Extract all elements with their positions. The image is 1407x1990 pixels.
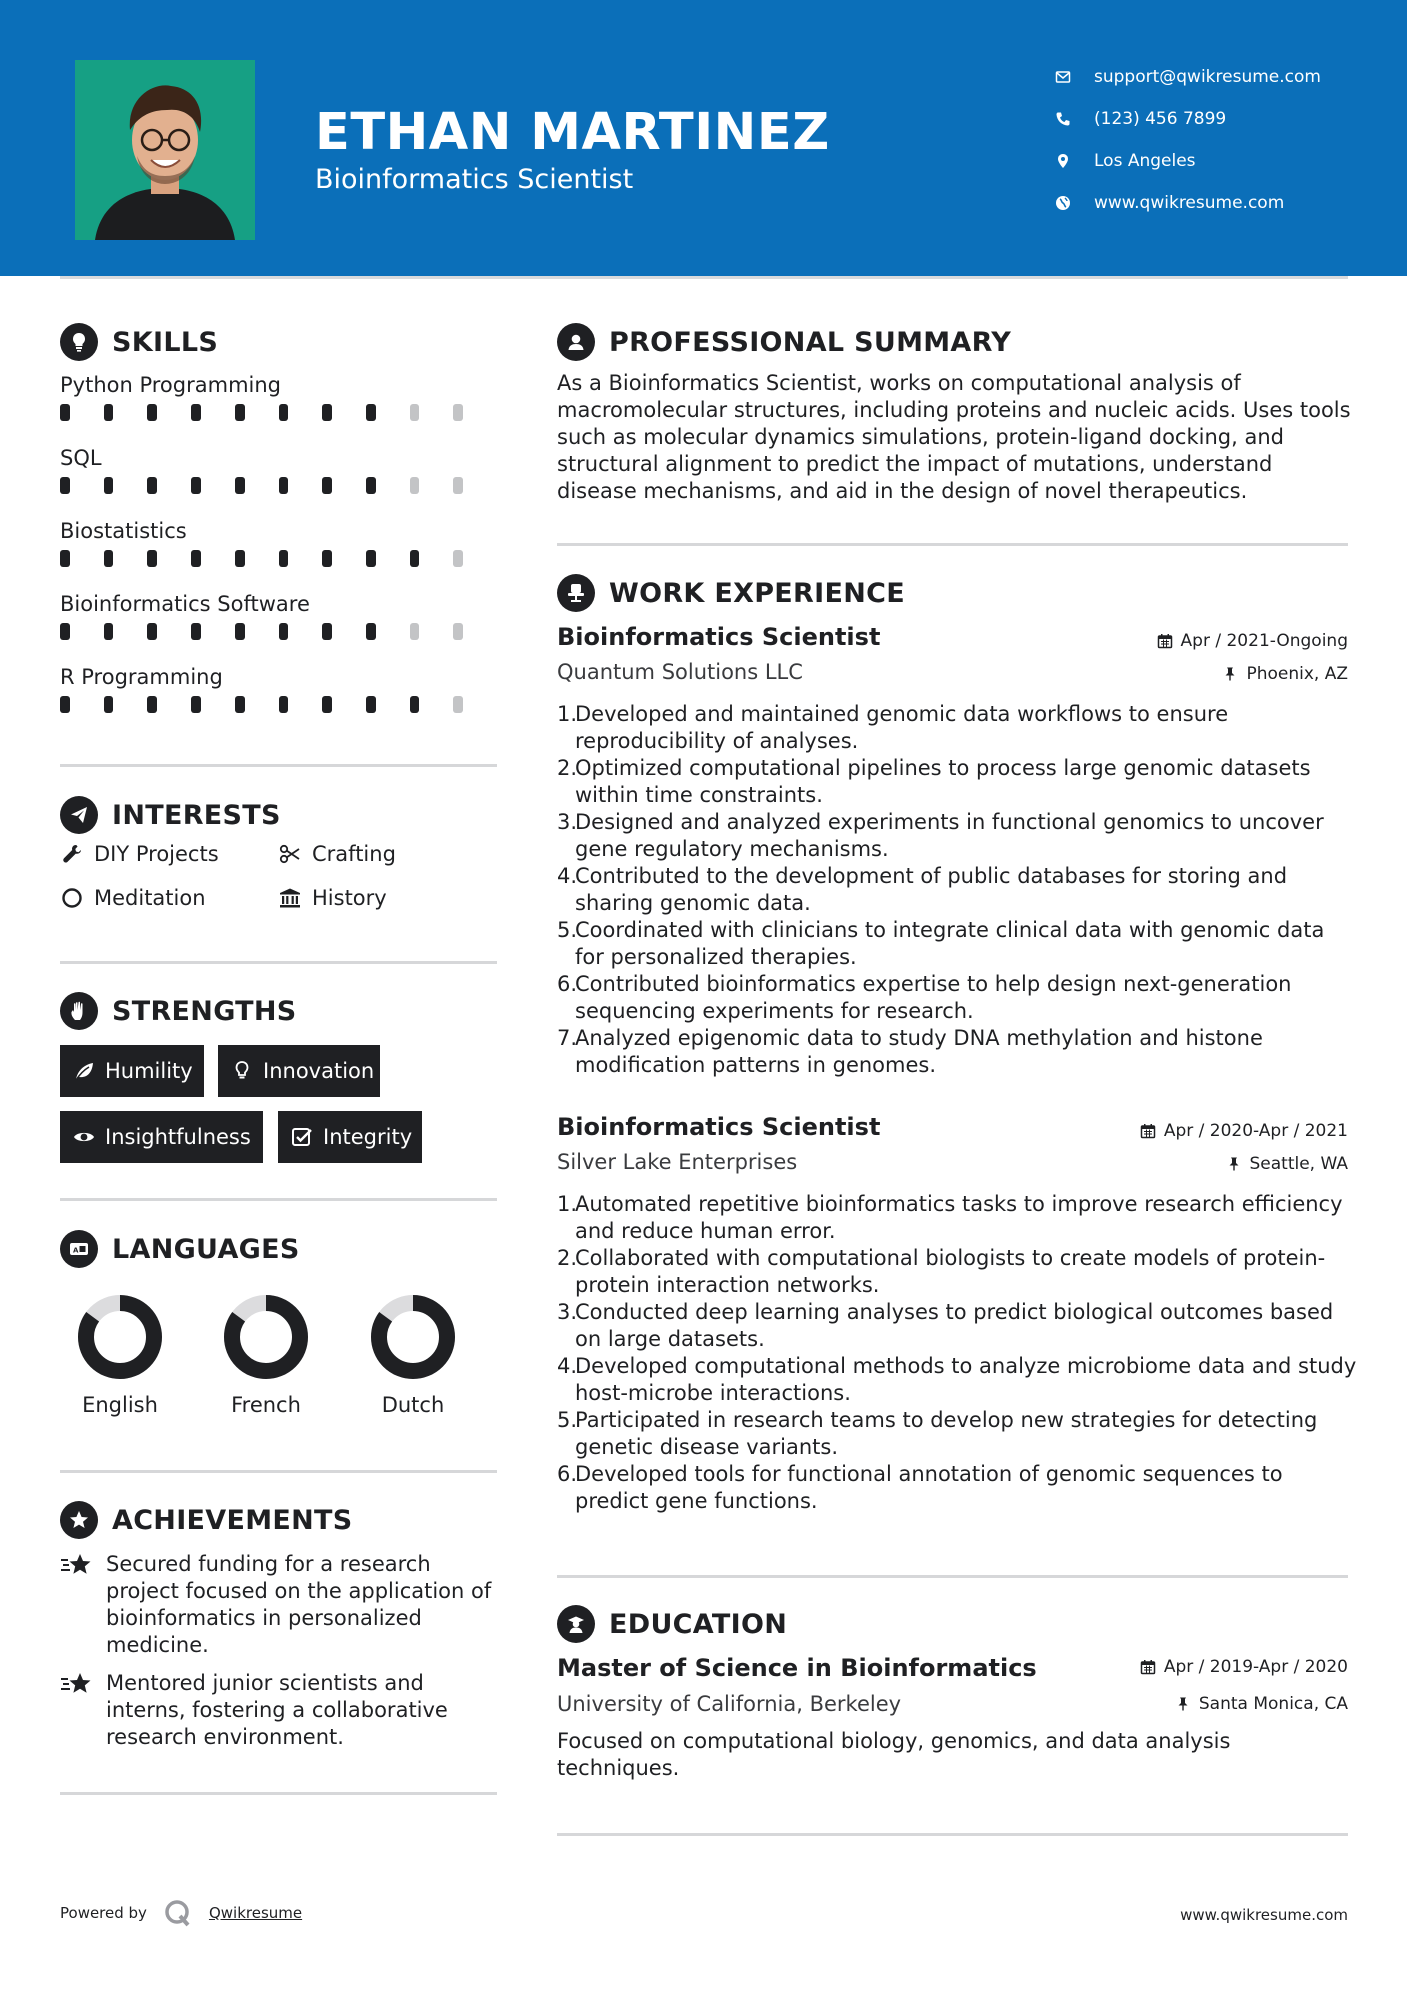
leaf-icon <box>73 1059 95 1083</box>
rating-dot <box>147 404 157 421</box>
rating-dot <box>235 550 245 567</box>
rating-dot <box>279 404 289 421</box>
rating-dot <box>366 477 376 494</box>
rating-dot <box>60 623 70 640</box>
contact-location-text: Los Angeles <box>1094 151 1196 171</box>
rating-dot <box>235 404 245 421</box>
rating-dot <box>279 623 289 640</box>
skills-list <box>60 370 497 735</box>
experience-heading <box>557 574 905 612</box>
bullet-number: 5. <box>557 918 578 942</box>
rating-dot <box>453 623 463 640</box>
rating-dot <box>453 696 463 713</box>
job-bullets <box>557 1191 1357 1515</box>
star-badge-icon <box>60 1501 98 1539</box>
rating-dot <box>60 550 70 567</box>
interests-title: INTERESTS <box>112 799 281 831</box>
job-location <box>1226 1154 1349 1174</box>
rating-dot <box>235 623 245 640</box>
header-divider <box>60 276 1348 279</box>
interest-label: History <box>312 886 387 910</box>
bullet-text: Collaborated with computational biologists to create models of protein-protein interaction networks. <box>575 1246 1326 1297</box>
education-title: EDUCATION <box>609 1608 788 1640</box>
rating-dot <box>60 404 70 421</box>
rating-dot <box>322 696 332 713</box>
rating-dot <box>191 477 201 494</box>
bullet-text: Developed and maintained genomic data workflows to ensure reproducibility of analyses. <box>575 702 1229 753</box>
section-divider <box>557 1575 1348 1578</box>
bullet-number: 3. <box>557 1300 578 1324</box>
rating-dot <box>279 696 289 713</box>
interest-label: Meditation <box>94 886 206 910</box>
bullet-text: Contributed bioinformatics expertise to help design next-generation sequencing experiments for research. <box>575 972 1292 1023</box>
qwikresume-logo-icon <box>163 1898 193 1928</box>
lightbulb-icon <box>60 323 98 361</box>
job-title: Bioinformatics Scientist <box>557 623 881 651</box>
person-avatar-icon <box>75 60 255 240</box>
rating-dot <box>147 623 157 640</box>
skill-rating <box>60 696 497 713</box>
bullet-number: 6. <box>557 972 578 996</box>
skill-rating <box>60 550 497 567</box>
section-divider <box>60 961 497 964</box>
contact-phone[interactable] <box>1054 98 1384 140</box>
education-location-text: Santa Monica, CA <box>1198 1694 1348 1714</box>
contact-website[interactable] <box>1054 182 1384 224</box>
language-name: French <box>231 1393 301 1417</box>
strengths-heading <box>60 992 297 1030</box>
education-location <box>1175 1694 1348 1714</box>
job-dates <box>1140 1121 1348 1141</box>
rating-dot <box>366 696 376 713</box>
rating-dot <box>366 550 376 567</box>
job-bullet <box>557 917 1357 971</box>
rating-dot <box>453 404 463 421</box>
language-item <box>353 1293 473 1417</box>
bullet-text: Conducted deep learning analyses to predict biological outcomes based on large datasets. <box>575 1300 1334 1351</box>
job-bullet <box>557 755 1357 809</box>
svg-text:A: A <box>73 1246 79 1255</box>
language-level-donut <box>222 1293 310 1381</box>
education-heading <box>557 1605 787 1643</box>
calendar-icon <box>1140 1123 1156 1139</box>
rating-dot <box>104 477 114 494</box>
language-name: English <box>82 1393 158 1417</box>
achievement-text: Mentored junior scientists and interns, fostering a collaborative research environment. <box>106 1671 448 1749</box>
bullet-text: Optimized computational pipelines to process large genomic datasets within time constraints. <box>575 756 1311 807</box>
pushpin-icon <box>1222 666 1238 682</box>
rating-dot <box>235 477 245 494</box>
bullet-text: Designed and analyzed experiments in functional genomics to uncover gene regulatory mechanisms. <box>575 810 1324 861</box>
resume-header <box>0 0 1407 276</box>
skill-item <box>60 516 497 589</box>
bullet-number: 2. <box>557 1246 578 1270</box>
candidate-name: ETHAN MARTINEZ <box>315 103 830 162</box>
rating-dot <box>410 404 420 421</box>
strength-label: Humility <box>105 1059 193 1083</box>
pushpin-icon <box>1175 1696 1191 1712</box>
globe-icon <box>1054 194 1072 212</box>
contact-email[interactable] <box>1054 56 1384 98</box>
contact-list <box>1054 56 1384 224</box>
skill-rating <box>60 477 497 494</box>
scissors-icon <box>278 842 302 866</box>
section-divider <box>60 1792 497 1795</box>
interest-item <box>278 842 396 866</box>
job-bullet <box>557 809 1357 863</box>
rating-dot <box>191 550 201 567</box>
strength-badge <box>60 1045 204 1097</box>
profile-photo <box>75 60 255 240</box>
language-level-donut <box>369 1293 457 1381</box>
job-dates-text: Apr / 2021-Ongoing <box>1180 631 1348 651</box>
language-item <box>206 1293 326 1417</box>
powered-by-text: Powered by <box>60 1904 147 1922</box>
bullet-text: Analyzed epigenomic data to study DNA methylation and histone modification patterns in genomes. <box>575 1026 1263 1077</box>
skill-rating <box>60 404 497 421</box>
rating-dot <box>410 623 420 640</box>
briefcase-chair-icon <box>557 574 595 612</box>
rating-dot <box>366 623 376 640</box>
rating-dot <box>322 404 332 421</box>
summary-text: As a Bioinformatics Scientist, works on computational analysis of macromolecular structures, including proteins and nucleic acids. Uses tools such as molecular dynamics simulations, protein-ligand docking, and structural alignment to predict the impact of mutations, understand disease mechanisms, and aid in the design of novel therapeutics. <box>557 371 1351 503</box>
user-icon <box>557 323 595 361</box>
strength-badge <box>278 1111 422 1163</box>
candidate-title: Bioinformatics Scientist <box>315 164 634 195</box>
bullet-text: Developed tools for functional annotation of genomic sequences to predict gene functions. <box>575 1462 1283 1513</box>
bullet-number: 2. <box>557 756 578 780</box>
bullet-number: 4. <box>557 864 578 888</box>
strength-label: Insightfulness <box>105 1125 251 1149</box>
strengths-title: STRENGTHS <box>112 995 297 1027</box>
languages-heading <box>60 1230 300 1268</box>
experience-title: WORK EXPERIENCE <box>609 577 905 609</box>
education-dates <box>1140 1657 1348 1677</box>
skill-item <box>60 443 497 516</box>
job-bullet <box>557 1025 1357 1079</box>
summary-title: PROFESSIONAL SUMMARY <box>609 326 1012 358</box>
rating-dot <box>322 550 332 567</box>
job-bullet <box>557 1407 1357 1461</box>
rating-dot <box>453 477 463 494</box>
qwikresume-link[interactable]: Qwikresume <box>208 1904 303 1922</box>
school-name: University of California, Berkeley <box>557 1692 902 1716</box>
achievement-item <box>60 1551 500 1659</box>
rating-dot <box>235 696 245 713</box>
language-name: Dutch <box>381 1393 445 1417</box>
rating-dot <box>410 477 420 494</box>
job-dates-text: Apr / 2020-Apr / 2021 <box>1163 1121 1348 1141</box>
skills-heading <box>60 323 218 361</box>
strength-label: Integrity <box>323 1125 413 1149</box>
skill-item <box>60 370 497 443</box>
skill-name: SQL <box>60 446 102 470</box>
job-bullet <box>557 1461 1357 1515</box>
rating-dot <box>147 477 157 494</box>
rating-dot <box>410 550 420 567</box>
education-description: Focused on computational biology, genomics, and data analysis techniques. <box>557 1729 1231 1780</box>
job-location <box>1222 664 1348 684</box>
language-item <box>60 1293 180 1417</box>
degree-title: Master of Science in Bioinformatics <box>557 1654 1037 1682</box>
achievement-text: Secured funding for a research project focused on the application of bioinformatics in personalized medicine. <box>106 1552 492 1657</box>
job-bullet <box>557 1299 1357 1353</box>
job-bullet <box>557 971 1357 1025</box>
strength-badge <box>60 1111 263 1163</box>
calendar-icon <box>1140 1659 1156 1675</box>
bullet-text: Contributed to the development of public databases for storing and sharing genomic data. <box>575 864 1288 915</box>
bullet-text: Participated in research teams to develop new strategies for detecting genetic disease variants. <box>575 1408 1318 1459</box>
rating-dot <box>147 550 157 567</box>
bank-icon <box>278 886 302 910</box>
rating-dot <box>147 696 157 713</box>
pushpin-icon <box>1226 1156 1242 1172</box>
rating-dot <box>366 404 376 421</box>
hand-icon <box>60 992 98 1030</box>
achievement-item <box>60 1670 500 1751</box>
job-location-text: Phoenix, AZ <box>1246 664 1348 684</box>
rating-dot <box>191 696 201 713</box>
interests-heading <box>60 796 281 834</box>
job-bullet <box>557 1191 1357 1245</box>
skill-item <box>60 662 497 735</box>
footer-powered-by <box>60 1898 302 1928</box>
contact-phone-text: (123) 456 7899 <box>1094 109 1227 129</box>
interest-item <box>60 886 206 910</box>
interest-item <box>278 886 387 910</box>
skills-title: SKILLS <box>112 326 219 358</box>
language-icon <box>60 1230 98 1268</box>
bullet-number: 6. <box>557 1462 578 1486</box>
job-bullet <box>557 701 1357 755</box>
section-divider <box>557 1833 1348 1836</box>
rating-dot <box>191 404 201 421</box>
rating-dot <box>60 477 70 494</box>
achievements-heading <box>60 1501 353 1539</box>
job-location-text: Seattle, WA <box>1249 1154 1348 1174</box>
interest-item <box>60 842 219 866</box>
rating-dot <box>322 623 332 640</box>
job-bullet <box>557 1353 1357 1407</box>
bullet-number: 1. <box>557 702 578 726</box>
bullet-number: 1. <box>557 1192 578 1216</box>
bullet-text: Developed computational methods to analyze microbiome data and study host-microbe interactions. <box>575 1354 1357 1405</box>
bullet-number: 5. <box>557 1408 578 1432</box>
bullet-number: 4. <box>557 1354 578 1378</box>
rating-dot <box>453 550 463 567</box>
company-name: Quantum Solutions LLC <box>557 660 803 684</box>
bullet-number: 7. <box>557 1026 578 1050</box>
job-bullet <box>557 1245 1357 1299</box>
rating-dot <box>410 696 420 713</box>
rating-dot <box>104 696 114 713</box>
skill-name: R Programming <box>60 665 223 689</box>
footer-site-link[interactable]: www.qwikresume.com <box>1180 1906 1348 1924</box>
language-level-donut <box>76 1293 164 1381</box>
rating-dot <box>322 477 332 494</box>
job-bullets <box>557 701 1357 1079</box>
rating-dot <box>104 404 114 421</box>
contact-website-text: www.qwikresume.com <box>1094 193 1285 213</box>
star-icon <box>60 1670 94 1700</box>
strength-badge <box>218 1045 380 1097</box>
contact-email-text: support@qwikresume.com <box>1094 67 1321 87</box>
rating-dot <box>191 623 201 640</box>
rating-dot <box>279 477 289 494</box>
skill-item <box>60 589 497 662</box>
skill-name: Python Programming <box>60 373 282 397</box>
education-dates-text: Apr / 2019-Apr / 2020 <box>1163 1657 1348 1677</box>
rating-dot <box>104 623 114 640</box>
check-square-icon <box>291 1125 313 1149</box>
paper-plane-icon <box>60 796 98 834</box>
envelope-icon <box>1054 68 1072 86</box>
eye-icon <box>73 1125 95 1149</box>
section-divider <box>557 543 1348 546</box>
section-divider <box>60 1470 497 1473</box>
job-bullet <box>557 863 1357 917</box>
job-title: Bioinformatics Scientist <box>557 1113 881 1141</box>
bullet-text: Coordinated with clinicians to integrate clinical data with genomic data for personalized therapies. <box>575 918 1325 969</box>
graduate-icon <box>557 1605 595 1643</box>
bullet-number: 3. <box>557 810 578 834</box>
interest-label: Crafting <box>312 842 396 866</box>
section-divider <box>60 1198 497 1201</box>
circle-icon <box>60 886 84 910</box>
lightbulb-icon <box>231 1059 253 1083</box>
phone-icon <box>1054 110 1072 128</box>
interest-label: DIY Projects <box>94 842 219 866</box>
job-dates <box>1157 631 1348 651</box>
languages-title: LANGUAGES <box>112 1233 300 1265</box>
star-icon <box>60 1551 94 1581</box>
strength-label: Innovation <box>263 1059 375 1083</box>
skill-name: Biostatistics <box>60 519 187 543</box>
bullet-text: Automated repetitive bioinformatics tasks to improve research efficiency and reduce human error. <box>575 1192 1343 1243</box>
wrench-icon <box>60 842 84 866</box>
skill-name: Bioinformatics Software <box>60 592 310 616</box>
section-divider <box>60 764 497 767</box>
rating-dot <box>60 696 70 713</box>
rating-dot <box>279 550 289 567</box>
calendar-icon <box>1157 633 1173 649</box>
map-pin-icon <box>1054 152 1072 170</box>
rating-dot <box>104 550 114 567</box>
summary-heading <box>557 323 1011 361</box>
contact-location <box>1054 140 1384 182</box>
skill-rating <box>60 623 497 640</box>
company-name: Silver Lake Enterprises <box>557 1150 798 1174</box>
achievements-title: ACHIEVEMENTS <box>112 1504 353 1536</box>
